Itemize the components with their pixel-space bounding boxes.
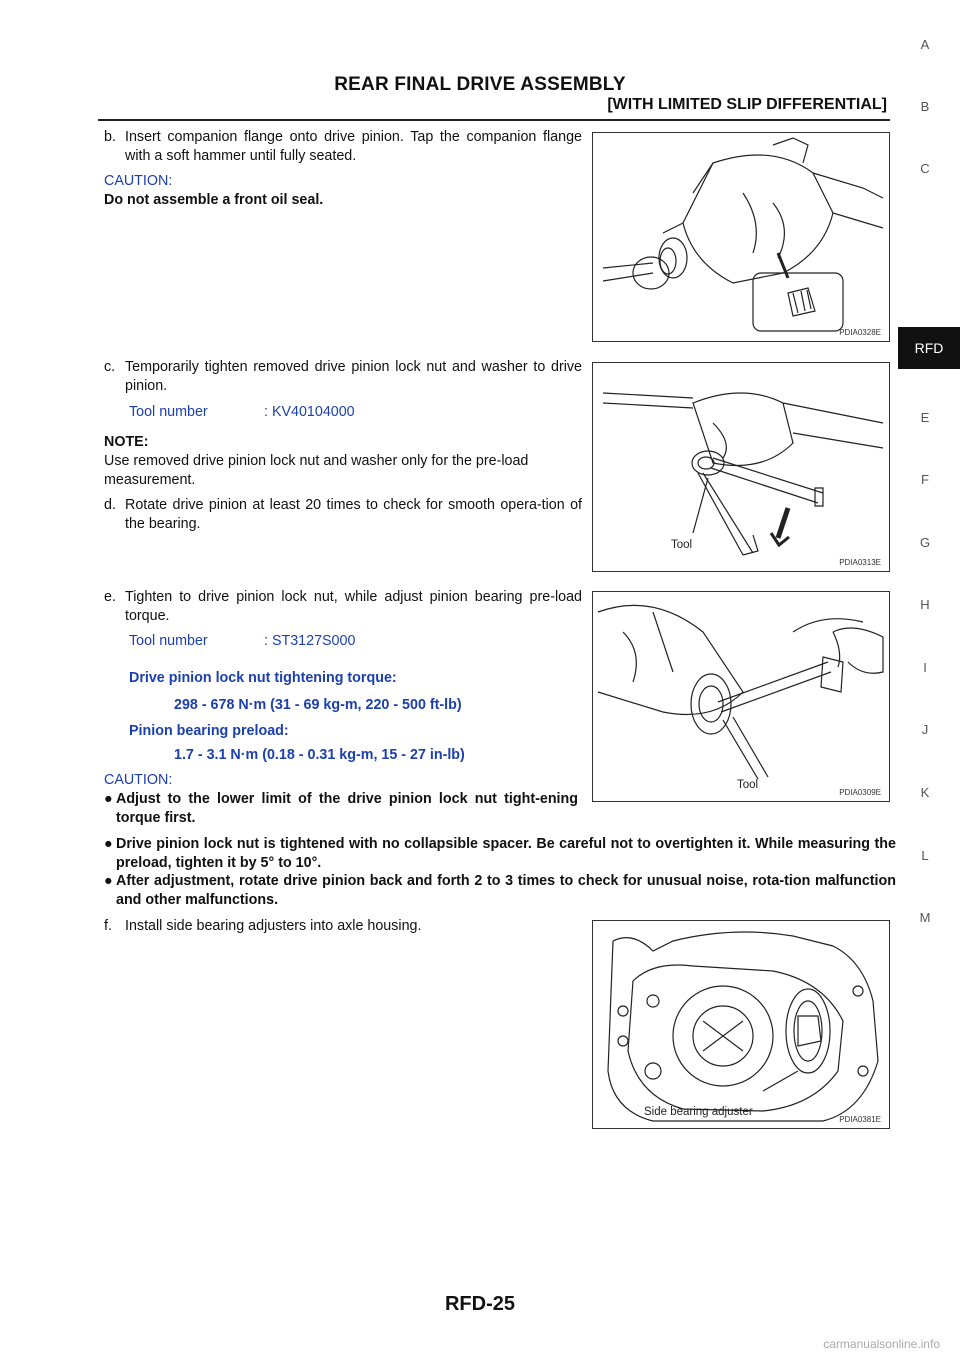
step-f <box>104 917 582 936</box>
step-text: Install side bearing adjusters into axle housing. <box>125 918 422 934</box>
side-index-c[interactable]: C <box>920 161 930 176</box>
side-index-a[interactable]: A <box>920 37 930 52</box>
tool-spec-e <box>129 632 529 651</box>
tool-callout: Tool <box>671 539 693 551</box>
preload-value: 1.7 - 3.1 N·m (0.18 - 0.31 kg-m, 15 - 27 in-lb) <box>174 747 465 763</box>
bullet-icon: ● <box>104 836 113 852</box>
figure-preload-torque <box>592 591 890 802</box>
step-text: Temporarily tighten removed drive pinion lock nut and washer to drive pinion. <box>125 359 582 394</box>
caution-text: Do not assemble a front oil seal. <box>104 192 324 208</box>
tool-value: : ST3127S000 <box>264 633 356 649</box>
step-b <box>104 128 582 166</box>
header-rule <box>98 119 890 121</box>
tool-value: : KV40104000 <box>264 404 355 420</box>
tool-callout: Tool <box>737 779 759 791</box>
final-drive-hammer-illustration <box>593 133 889 341</box>
adjuster-callout: Side bearing adjuster <box>644 1106 753 1118</box>
step-label: b. <box>104 129 116 145</box>
step-label: f. <box>104 918 112 934</box>
figure-companion-flange <box>592 132 890 342</box>
side-index-k[interactable]: K <box>920 785 930 800</box>
side-index-l[interactable]: L <box>921 848 929 863</box>
figure-pinion-lock-nut <box>592 362 890 572</box>
bullet-text: Drive pinion lock nut is tightened with no collapsible spacer. Be careful not to overtighten it. While measuring the preload, tighten it by 5° to 10°. <box>116 836 896 871</box>
bullet-icon: ● <box>104 791 113 807</box>
caution-bullet <box>104 835 900 873</box>
axle-tool-illustration <box>593 363 889 571</box>
side-index-f[interactable]: F <box>921 472 929 487</box>
note-title: NOTE: <box>104 434 149 450</box>
torque-wrench-illustration <box>593 592 889 801</box>
caution-bullet <box>104 790 584 828</box>
figure-id: PDIA0328E <box>839 328 881 337</box>
step-label: c. <box>104 359 116 375</box>
side-index-b[interactable]: B <box>920 99 930 114</box>
preload-title: Pinion bearing preload: <box>129 723 289 739</box>
side-index-i[interactable]: I <box>923 660 927 675</box>
bullet-text: Adjust to the lower limit of the drive pinion lock nut tight-ening torque first. <box>116 791 578 826</box>
step-text: Rotate drive pinion at least 20 times to check for smooth opera-tion of the bearing. <box>125 497 582 532</box>
caution-title: CAUTION: <box>104 173 173 189</box>
caution-title: CAUTION: <box>104 772 173 788</box>
step-d <box>104 496 582 534</box>
page-title: REAR FINAL DRIVE ASSEMBLY <box>334 74 626 95</box>
page-subtitle: [WITH LIMITED SLIP DIFFERENTIAL] <box>607 96 887 113</box>
side-index-h[interactable]: H <box>920 597 930 612</box>
bullet-icon: ● <box>104 873 113 889</box>
note-text: Use removed drive pinion lock nut and washer only for the pre-load measurement. <box>104 453 529 488</box>
figure-id: PDIA0381E <box>839 1115 881 1124</box>
figure-id: PDIA0309E <box>839 788 881 797</box>
torque-title: Drive pinion lock nut tightening torque: <box>129 670 397 686</box>
side-index-j[interactable]: J <box>921 722 929 737</box>
tool-spec-c <box>129 403 529 422</box>
figure-id: PDIA0313E <box>839 558 881 567</box>
axle-housing-illustration <box>593 921 889 1128</box>
side-index-m[interactable]: M <box>919 910 931 925</box>
tool-label: Tool number <box>129 404 208 420</box>
torque-value: 298 - 678 N·m (31 - 69 kg-m, 220 - 500 ft-lb) <box>174 697 462 713</box>
page-number: RFD-25 <box>444 1293 515 1315</box>
side-index-g[interactable]: G <box>919 535 931 550</box>
step-e <box>104 588 582 626</box>
side-index-e[interactable]: E <box>920 410 930 425</box>
step-c <box>104 358 582 396</box>
side-index-rfd[interactable]: RFD <box>898 327 960 369</box>
step-text: Tighten to drive pinion lock nut, while adjust pinion bearing pre-load torque. <box>125 589 582 624</box>
bullet-text: After adjustment, rotate drive pinion back and forth 2 to 3 times to check for unusual noise, rota-tion malfunction and other malfunctions. <box>116 873 896 908</box>
footer-watermark[interactable]: carmanualsonline.info <box>823 1337 940 1351</box>
figure-side-bearing-adjuster <box>592 920 890 1129</box>
tool-label: Tool number <box>129 633 208 649</box>
step-text: Insert companion flange onto drive pinion. Tap the companion flange with a soft hammer until fully seated. <box>125 129 582 164</box>
step-label: d. <box>104 497 116 513</box>
step-label: e. <box>104 589 116 605</box>
caution-bullet <box>104 872 900 910</box>
